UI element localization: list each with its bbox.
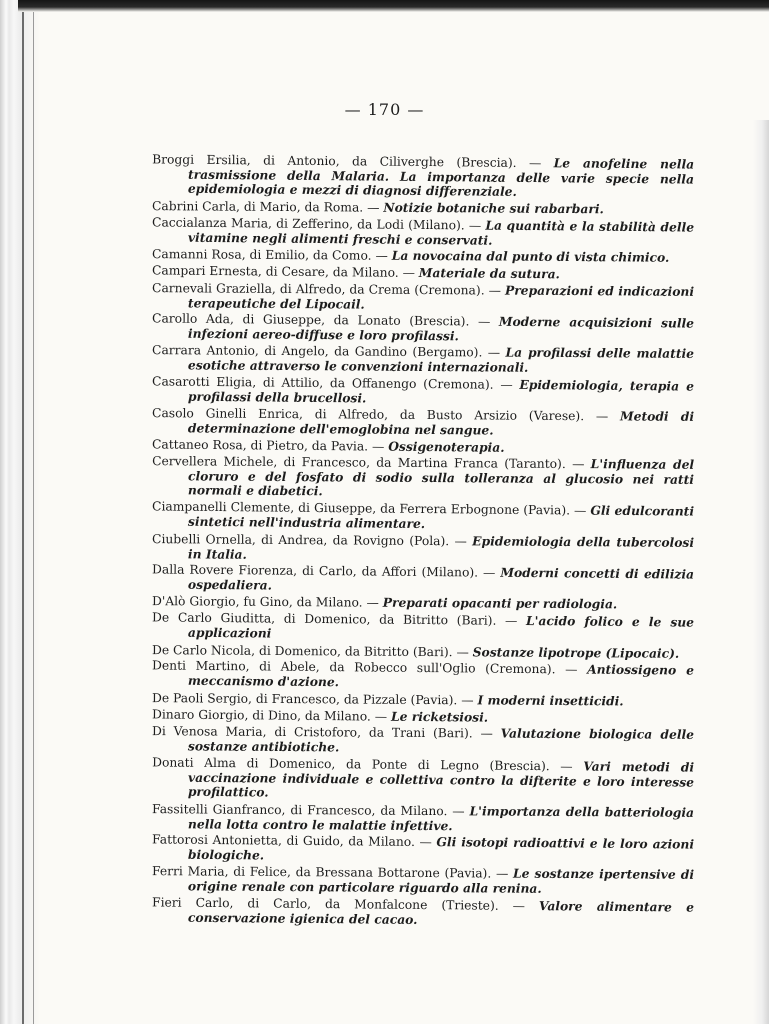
entry-author: Broggi Ersilia, di Antonio, da Ciliverghe (Brescia). — — [152, 152, 542, 171]
list-item — [152, 532, 694, 565]
list-item — [152, 595, 694, 613]
entry-author: Fassitelli Gianfranco, di Francesco, da Milano. — — [152, 801, 465, 818]
list-item — [152, 802, 694, 835]
list-item — [152, 152, 694, 201]
list-item — [152, 562, 694, 596]
entry-title: Epidemiologia, terapia e profilassi della brucellosi. — [187, 376, 695, 405]
entry-title: Valutazione biologica delle sostanze antibiotiche. — [187, 725, 695, 755]
entry-author: Carollo Ada, di Giuseppe, da Lonato (Brescia). — — [152, 311, 491, 329]
entry-title: Gli edulcoranti sintetici nell'industria alimentare. — [187, 502, 695, 531]
entry-author: De Carlo Nicola, di Domenico, da Bitritto (Bari). — — [151, 642, 469, 659]
list-item — [152, 311, 694, 345]
entry-title: La novocaina dal punto di vista chimico. — [391, 247, 670, 265]
entry-author: Ciampanelli Clemente, di Giuseppe, da Ferrera Erbognone (Pavia). — — [152, 499, 587, 518]
list-item — [152, 659, 694, 693]
entry-author: Ferri Maria, di Felice, da Bressana Bottarone (Pavia). — — [152, 864, 509, 882]
list-item — [152, 611, 694, 645]
entry-author: D'Alò Giorgio, fu Gino, da Milano. — — [151, 594, 379, 611]
page-number: — 170 — — [344, 100, 425, 119]
entry-title: Sostanze lipotrope (Lipocaic). — [472, 643, 680, 661]
entry-author: Camanni Rosa, di Emilio, da Como. — — [151, 247, 388, 263]
entry-author: Carrara Antonio, di Angelo, da Gandino (Bergamo). — — [152, 343, 501, 360]
entry-author: Dalla Rovere Fiorenza, di Carlo, da Affori (Milano). — — [152, 562, 496, 580]
entry-author: Fieri Carlo, di Carlo, da Monfalcone (Trieste). — — [152, 895, 526, 913]
entry-author: Denti Martino, di Abele, da Robecco sull'Oglio (Cremona). — — [152, 658, 578, 677]
list-item — [152, 454, 694, 502]
entry-title: Epidemiologia della tubercolosi in Italia. — [187, 533, 695, 562]
list-item — [152, 755, 694, 804]
entry-title: Valore alimentare e conservazione igienica del cacao. — [187, 897, 695, 927]
entry-title: Preparazioni ed indicazioni terapeutiche del Lipocail. — [187, 282, 695, 311]
entry-author: Donati Alma di Domenico, da Ponte di Legno (Brescia). — — [152, 755, 573, 774]
entry-title: La profilassi delle malattie esotiche attraverso le convenzioni internazionali. — [187, 345, 695, 375]
entry-author: Carnevali Graziella, di Alfredo, da Crema (Cremona). — — [152, 280, 502, 298]
list-item — [152, 832, 694, 866]
entry-author: De Carlo Giuditta, di Domenico, da Bitritto (Bari). — — [152, 610, 518, 629]
entry-title: I moderni insetticidi. — [477, 692, 624, 709]
entry-author: Casarotti Eligia, di Attilio, da Offanengo (Cremona). — — [152, 374, 513, 392]
entry-title: Preparati opacanti per radiologia. — [382, 595, 618, 612]
list-item — [152, 215, 694, 249]
binding-line — [22, 0, 24, 1024]
scan-top-shadow — [18, 0, 769, 12]
list-item — [152, 895, 694, 929]
entry-author: Dinaro Giorgio, di Dino, da Milano. — — [151, 706, 388, 724]
entry-author: Di Venosa Maria, di Cristoforo, da Trani (Bari). — — [152, 724, 493, 741]
list-item — [152, 247, 694, 265]
entry-author: Caccialanza Maria, di Zefferino, da Lodi (Milano). — — [152, 215, 482, 233]
entry-title: Materiale da sutura. — [418, 264, 560, 282]
entry-title: Notizie botaniche sui rabarbari. — [383, 199, 604, 217]
entry-title: L'importanza della batteriologia nella lotta contro le malattie infettive. — [187, 802, 695, 833]
entry-author: Fattorosi Antonietta, di Guido, da Milano. — — [152, 832, 432, 850]
entry-title: Moderni concetti di edilizia ospedaliera. — [187, 564, 695, 593]
list-item — [152, 691, 694, 709]
entry-author: Cabrini Carla, di Mario, da Roma. — — [151, 199, 380, 215]
entry-title: Gli isotopi radioattivi e le loro azioni biologiche. — [187, 834, 695, 863]
entry-title: Le ricketsiosi. — [390, 708, 489, 725]
entry-author: Casolo Ginelli Enrica, di Alfredo, da Busto Arsizio (Varese). — — [152, 406, 609, 424]
entry-author: Campari Ernesta, di Cesare, da Milano. — — [151, 263, 415, 280]
entry-title: Ossigenoterapia. — [388, 438, 505, 455]
list-item — [152, 374, 694, 408]
page-right-edge — [753, 120, 769, 1024]
entry-title: Le sostanze ipertensive di origine renale con particolare riguardo alla renina. — [187, 866, 695, 896]
list-item — [152, 344, 694, 377]
list-item — [152, 865, 694, 898]
entry-title: La quantità e la stabilità delle vitamine negli alimenti freschi e conservati. — [187, 217, 695, 248]
entry-author: Ciubelli Ornella, di Andrea, da Rovigno (Pola). — — [152, 531, 467, 548]
entry-title: Metodi di determinazione dell'emoglobina nel sangue. — [187, 408, 695, 438]
entry-author: Cattaneo Rosa, di Pietro, da Pavia. — — [151, 436, 385, 454]
list-item — [152, 199, 694, 217]
thesis-list — [151, 152, 695, 929]
entry-title: L'influenza del cloruro e del fosfato di sodio sulla tolleranza al glucosio nei ratti normali e diabetici. — [187, 456, 695, 499]
entry-title: L'acido folico e le sue applicazioni — [187, 613, 695, 641]
book-binding-edge — [0, 0, 40, 1024]
entry-author: De Paoli Sergio, di Francesco, da Pizzale (Pavia). — — [151, 690, 474, 708]
list-item — [152, 281, 694, 314]
entry-title: Vari metodi di vaccinazione individuale e collettiva contro la difterite e loro interesse profilattico. — [187, 758, 695, 800]
entry-title: Moderne acquisizioni sulle infezioni aereo-diffuse e loro profilassi. — [187, 313, 695, 344]
entry-title: Le anofeline nella trasmissione della Malaria. La importanza delle varie specie nella epidemiologia e mezzi di diagnosi differenziale. — [187, 155, 695, 200]
binding-line — [33, 0, 34, 1024]
entry-title: Antiossigeno e meccanismo d'azione. — [187, 661, 695, 690]
list-item — [152, 500, 694, 534]
entry-author: Cervellera Michele, di Francesco, da Martina Franca (Taranto). — — [152, 454, 585, 472]
list-item — [152, 406, 694, 439]
list-item — [152, 263, 694, 283]
list-item — [152, 724, 694, 757]
